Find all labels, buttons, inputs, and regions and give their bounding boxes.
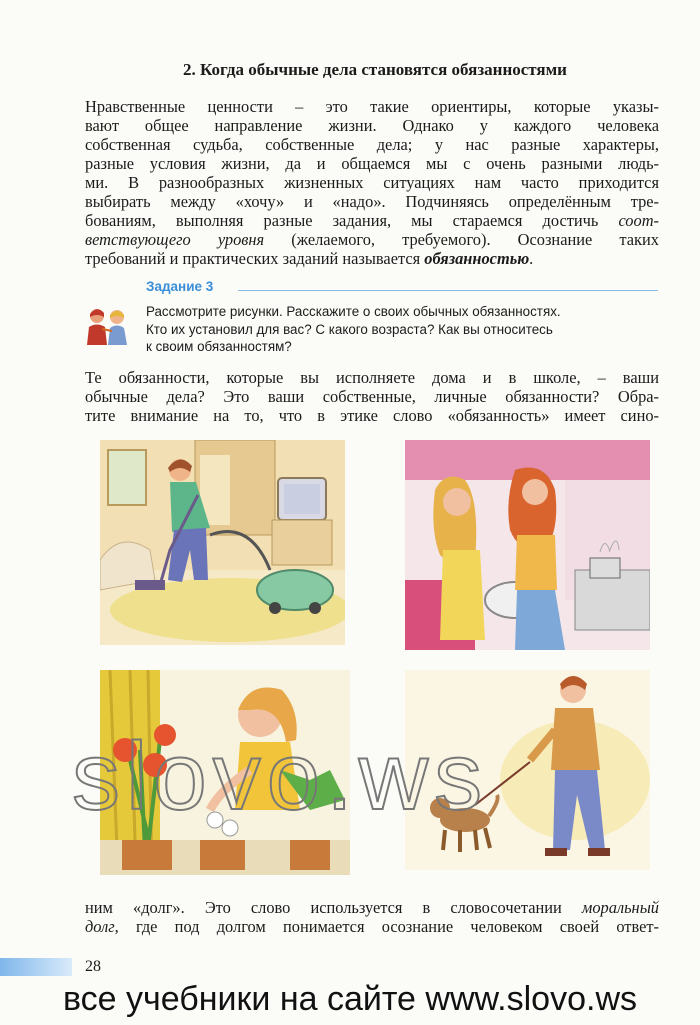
text-line: собственная судьба, собственные дела; у нас разные характеры,	[85, 135, 659, 154]
text-fragment: (желаемого, требуемого). Осознание таких	[291, 230, 659, 249]
task-line: Кто их установил для вас? С какого возраста? Как вы относитесь	[146, 321, 553, 337]
text-line	[85, 230, 659, 249]
text-line	[85, 917, 659, 936]
task-line: Рассмотрите рисунки. Расскажите о своих обычных обязанностях.	[146, 304, 561, 319]
text-line	[85, 211, 659, 230]
page-number: 28	[85, 958, 101, 975]
text-fragment: требований и практических заданий называется	[85, 249, 421, 268]
illustration-girl-watering-flowers	[100, 670, 350, 875]
text-fragment: , где под долгом понимается осознание человеком своей ответ-	[114, 917, 659, 936]
text-line: выбирать между «хочу» и «надо». Подчиняясь определённым тре-	[85, 192, 659, 211]
text-line	[85, 898, 659, 917]
italic-term: моральный	[581, 898, 659, 917]
illustration-boy-walking-dog	[405, 670, 650, 870]
page-number-tab	[0, 958, 72, 976]
text-line: тите внимание на то, что в этике слово «обязанность» имеет сино-	[85, 406, 659, 425]
paragraph-duties	[85, 368, 659, 425]
text-line: разные условия жизни, да и общаемся мы с очень разными людь-	[85, 154, 659, 173]
paragraph-moral-values	[85, 97, 659, 268]
text-line: вают общее направление жизни. Однако у каждого человека	[85, 116, 659, 135]
text-fragment: бованиям, выполняя разные задания, мы стараемся достичь	[85, 211, 599, 230]
text-fragment: ним «долг». Это слово используется в словосочетании	[85, 898, 562, 917]
section-heading: 2. Когда обычные дела становятся обязанностями	[183, 60, 567, 79]
text-line: требований и практических заданий называется обязанностью.	[85, 249, 534, 268]
two-people-talking-icon	[82, 305, 132, 345]
task-instructions	[146, 303, 666, 356]
paragraph-moral-duty	[85, 898, 659, 936]
text-line: Нравственные ценности – это такие ориентиры, которые указы-	[85, 97, 659, 116]
italic-term: долг	[85, 917, 115, 936]
task-title: Задание 3	[146, 279, 214, 294]
italic-term: соот-	[618, 211, 659, 230]
illustration-boy-vacuuming	[100, 440, 345, 645]
bold-term: обязанностью	[424, 249, 530, 268]
text-line: обычные дела? Это ваши собственные, личные обязанности? Обра-	[85, 387, 659, 406]
task-line: к своим обязанностям?	[146, 339, 292, 354]
italic-term: ветствующего уровня	[85, 230, 265, 249]
footer-banner: все учебники на сайте www.slovo.ws	[62, 980, 637, 1018]
text-line: Те обязанности, которые вы исполняете дома и в школе, – ваши	[85, 368, 659, 387]
illustration-girls-cooking	[405, 440, 650, 650]
task-divider	[238, 290, 658, 291]
text-line: ми. В разнообразных жизненных ситуациях нам часто приходится	[85, 173, 659, 192]
